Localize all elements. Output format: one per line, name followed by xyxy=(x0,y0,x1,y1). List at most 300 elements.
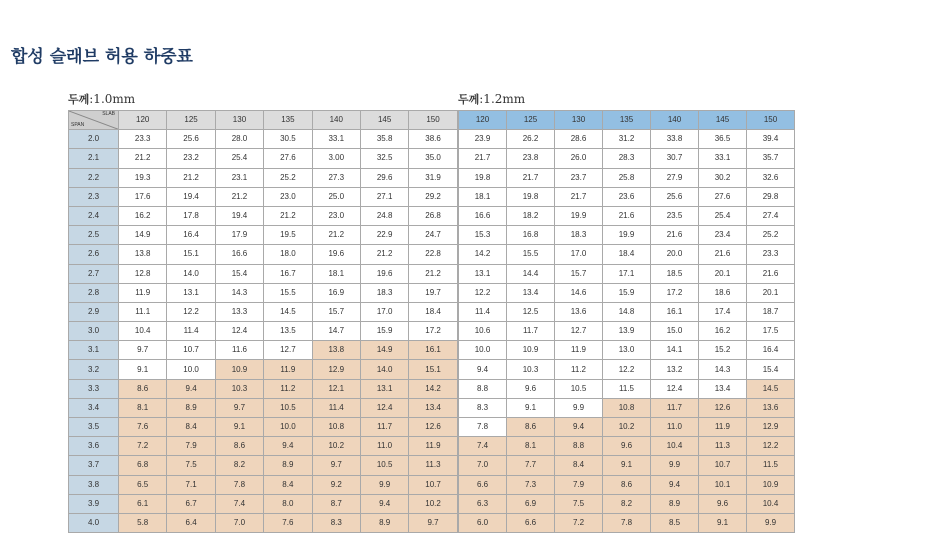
load-cell: 23.3 xyxy=(747,245,795,264)
load-cell: 8.6 xyxy=(119,379,167,398)
load-cell: 8.2 xyxy=(603,494,651,513)
load-cell: 12.2 xyxy=(167,302,215,321)
load-cell: 19.3 xyxy=(119,168,167,187)
load-cell: 13.4 xyxy=(507,283,555,302)
load-cell: 5.8 xyxy=(119,513,167,532)
load-cell: 11.9 xyxy=(409,437,457,456)
column-header: 130 xyxy=(555,111,603,130)
span-value: 3.7 xyxy=(69,456,119,475)
table-row xyxy=(459,168,795,187)
load-cell: 17.8 xyxy=(167,206,215,225)
load-cell: 28.6 xyxy=(555,130,603,149)
load-cell: 13.1 xyxy=(167,283,215,302)
load-cell: 21.2 xyxy=(215,187,263,206)
load-cell: 11.5 xyxy=(747,456,795,475)
load-cell: 27.3 xyxy=(312,168,360,187)
load-cell: 6.8 xyxy=(119,456,167,475)
load-cell: 9.1 xyxy=(507,398,555,417)
load-cell: 21.7 xyxy=(507,168,555,187)
load-cell: 7.3 xyxy=(507,475,555,494)
span-label: SPAN xyxy=(71,122,85,129)
thickness-caption-1 xyxy=(68,91,135,107)
table-row xyxy=(459,302,795,321)
load-cell: 23.5 xyxy=(651,206,699,225)
load-cell: 22.8 xyxy=(409,245,457,264)
load-cell: 7.5 xyxy=(167,456,215,475)
load-cell: 10.0 xyxy=(264,418,312,437)
load-cell: 9.9 xyxy=(747,513,795,532)
column-header: 135 xyxy=(603,111,651,130)
load-cell: 9.6 xyxy=(603,437,651,456)
load-cell: 10.4 xyxy=(747,494,795,513)
load-cell: 8.6 xyxy=(507,418,555,437)
load-cell: 15.5 xyxy=(264,283,312,302)
table-row xyxy=(459,283,795,302)
table-row xyxy=(459,187,795,206)
load-cell: 18.1 xyxy=(459,187,507,206)
span-value: 3.9 xyxy=(69,494,119,513)
load-cell: 14.5 xyxy=(747,379,795,398)
table-row xyxy=(69,475,458,494)
load-cell: 17.9 xyxy=(215,226,263,245)
load-cell: 6.0 xyxy=(459,513,507,532)
load-cell: 6.5 xyxy=(119,475,167,494)
load-cell: 17.5 xyxy=(747,322,795,341)
load-cell: 33.8 xyxy=(651,130,699,149)
column-header: 130 xyxy=(215,111,263,130)
load-cell: 25.2 xyxy=(747,226,795,245)
load-cell: 8.9 xyxy=(651,494,699,513)
table-row xyxy=(459,322,795,341)
load-cell: 6.4 xyxy=(167,513,215,532)
span-value: 4.0 xyxy=(69,513,119,532)
load-cell: 19.4 xyxy=(215,206,263,225)
load-cell: 18.0 xyxy=(264,245,312,264)
load-cell: 7.9 xyxy=(555,475,603,494)
load-cell: 7.8 xyxy=(215,475,263,494)
load-cell: 7.6 xyxy=(264,513,312,532)
table-row xyxy=(459,360,795,379)
load-cell: 14.2 xyxy=(459,245,507,264)
load-cell: 31.9 xyxy=(409,168,457,187)
load-cell: 11.1 xyxy=(119,302,167,321)
span-value: 2.1 xyxy=(69,149,119,168)
load-cell: 19.5 xyxy=(264,226,312,245)
load-cell: 33.1 xyxy=(312,130,360,149)
load-cell: 15.9 xyxy=(360,322,408,341)
load-cell: 18.2 xyxy=(507,206,555,225)
thickness-value: :1.0mm xyxy=(89,92,136,106)
column-header: 120 xyxy=(459,111,507,130)
load-cell: 27.1 xyxy=(360,187,408,206)
load-cell: 12.1 xyxy=(312,379,360,398)
load-cell: 8.5 xyxy=(651,513,699,532)
load-cell: 29.8 xyxy=(747,187,795,206)
load-cell: 20.1 xyxy=(747,283,795,302)
load-cell: 25.4 xyxy=(215,149,263,168)
load-cell: 13.1 xyxy=(459,264,507,283)
load-cell: 14.0 xyxy=(360,360,408,379)
table-row xyxy=(459,264,795,283)
table-row xyxy=(69,360,458,379)
load-cell: 21.2 xyxy=(119,149,167,168)
load-cell: 15.4 xyxy=(747,360,795,379)
load-cell: 10.2 xyxy=(312,437,360,456)
load-cell: 14.1 xyxy=(651,341,699,360)
load-cell: 11.2 xyxy=(555,360,603,379)
load-cell: 11.5 xyxy=(603,379,651,398)
load-cell: 19.4 xyxy=(167,187,215,206)
load-cell: 8.1 xyxy=(119,398,167,417)
load-cell: 9.7 xyxy=(119,341,167,360)
load-cell: 8.7 xyxy=(312,494,360,513)
load-cell: 29.6 xyxy=(360,168,408,187)
span-value: 2.8 xyxy=(69,283,119,302)
span-value: 3.0 xyxy=(69,322,119,341)
load-cell: 21.7 xyxy=(555,187,603,206)
table-row xyxy=(459,475,795,494)
load-cell: 8.6 xyxy=(215,437,263,456)
load-cell: 19.6 xyxy=(360,264,408,283)
load-cell: 6.1 xyxy=(119,494,167,513)
load-cell: 16.2 xyxy=(119,206,167,225)
table-row xyxy=(69,168,458,187)
load-cell: 27.9 xyxy=(651,168,699,187)
load-cell: 10.7 xyxy=(409,475,457,494)
table-row xyxy=(69,302,458,321)
load-cell: 18.3 xyxy=(360,283,408,302)
load-cell: 9.1 xyxy=(603,456,651,475)
load-cell: 22.9 xyxy=(360,226,408,245)
load-cell: 18.6 xyxy=(699,283,747,302)
load-cell: 28.0 xyxy=(215,130,263,149)
load-cell: 18.5 xyxy=(651,264,699,283)
load-cell: 32.6 xyxy=(747,168,795,187)
load-cell: 11.7 xyxy=(507,322,555,341)
load-cell: 20.0 xyxy=(651,245,699,264)
load-cell: 10.4 xyxy=(651,437,699,456)
load-cell: 18.4 xyxy=(409,302,457,321)
load-cell: 10.9 xyxy=(747,475,795,494)
load-cell: 15.1 xyxy=(167,245,215,264)
load-cell: 9.2 xyxy=(312,475,360,494)
load-cell: 9.4 xyxy=(555,418,603,437)
load-cell: 16.6 xyxy=(459,206,507,225)
load-cell: 9.4 xyxy=(360,494,408,513)
load-cell: 9.7 xyxy=(409,513,457,532)
load-cell: 13.8 xyxy=(119,245,167,264)
load-cell: 9.9 xyxy=(360,475,408,494)
load-cell: 24.7 xyxy=(409,226,457,245)
load-cell: 8.9 xyxy=(264,456,312,475)
span-value: 3.5 xyxy=(69,418,119,437)
load-cell: 15.2 xyxy=(699,341,747,360)
load-cell: 7.2 xyxy=(119,437,167,456)
load-cell: 10.8 xyxy=(603,398,651,417)
load-cell: 21.2 xyxy=(409,264,457,283)
load-cell: 21.7 xyxy=(459,149,507,168)
load-cell: 9.4 xyxy=(651,475,699,494)
load-cell: 21.2 xyxy=(312,226,360,245)
span-value: 3.6 xyxy=(69,437,119,456)
column-header: 140 xyxy=(651,111,699,130)
load-cell: 11.0 xyxy=(360,437,408,456)
load-cell: 8.9 xyxy=(360,513,408,532)
load-cell: 35.0 xyxy=(409,149,457,168)
thickness-caption-2 xyxy=(458,91,525,107)
load-cell: 12.4 xyxy=(360,398,408,417)
load-cell: 26.8 xyxy=(409,206,457,225)
load-cell: 14.3 xyxy=(699,360,747,379)
load-cell: 6.9 xyxy=(507,494,555,513)
load-cell: 10.2 xyxy=(603,418,651,437)
table-row xyxy=(69,341,458,360)
load-cell: 12.7 xyxy=(264,341,312,360)
load-cell: 10.0 xyxy=(459,341,507,360)
load-cell: 30.5 xyxy=(264,130,312,149)
table-row xyxy=(69,456,458,475)
load-cell: 15.3 xyxy=(459,226,507,245)
table-row xyxy=(459,398,795,417)
load-cell: 18.1 xyxy=(312,264,360,283)
load-cell: 8.3 xyxy=(312,513,360,532)
load-cell: 25.0 xyxy=(312,187,360,206)
load-cell: 11.3 xyxy=(699,437,747,456)
load-cell: 16.7 xyxy=(264,264,312,283)
load-cell: 14.7 xyxy=(312,322,360,341)
span-value: 2.5 xyxy=(69,226,119,245)
load-cell: 27.6 xyxy=(264,149,312,168)
load-cell: 6.3 xyxy=(459,494,507,513)
load-cell: 14.8 xyxy=(603,302,651,321)
load-cell: 39.4 xyxy=(747,130,795,149)
load-cell: 14.3 xyxy=(215,283,263,302)
load-cell: 9.9 xyxy=(651,456,699,475)
load-cell: 10.2 xyxy=(409,494,457,513)
load-cell: 14.0 xyxy=(167,264,215,283)
load-cell: 16.1 xyxy=(409,341,457,360)
column-header: 140 xyxy=(312,111,360,130)
table-row xyxy=(69,283,458,302)
load-cell: 11.6 xyxy=(215,341,263,360)
load-cell: 27.4 xyxy=(747,206,795,225)
load-cell: 13.4 xyxy=(409,398,457,417)
load-cell: 12.4 xyxy=(651,379,699,398)
load-cell: 13.2 xyxy=(651,360,699,379)
load-cell: 13.6 xyxy=(555,302,603,321)
table-row xyxy=(69,398,458,417)
load-cell: 10.1 xyxy=(699,475,747,494)
load-cell: 13.4 xyxy=(699,379,747,398)
load-cell: 35.8 xyxy=(360,130,408,149)
span-value: 2.4 xyxy=(69,206,119,225)
load-cell: 12.6 xyxy=(699,398,747,417)
load-cell: 26.0 xyxy=(555,149,603,168)
load-cell: 9.6 xyxy=(507,379,555,398)
thickness-value: :1.2mm xyxy=(479,92,526,106)
load-cell: 12.2 xyxy=(747,437,795,456)
load-cell: 8.4 xyxy=(555,456,603,475)
table-row xyxy=(459,130,795,149)
load-cell: 21.2 xyxy=(264,206,312,225)
load-cell: 23.2 xyxy=(167,149,215,168)
table-row xyxy=(459,245,795,264)
load-cell: 10.9 xyxy=(507,341,555,360)
column-header: 120 xyxy=(119,111,167,130)
load-cell: 9.1 xyxy=(215,418,263,437)
table-row xyxy=(459,418,795,437)
load-cell: 28.3 xyxy=(603,149,651,168)
corner-cell xyxy=(69,111,119,130)
load-cell: 7.8 xyxy=(603,513,651,532)
load-cell: 9.4 xyxy=(167,379,215,398)
thickness-label: 두께 xyxy=(68,93,90,106)
load-cell: 16.2 xyxy=(699,322,747,341)
load-cell: 8.9 xyxy=(167,398,215,417)
load-cell: 19.7 xyxy=(409,283,457,302)
load-cell: 8.0 xyxy=(264,494,312,513)
load-cell: 19.9 xyxy=(603,226,651,245)
load-cell: 23.7 xyxy=(555,168,603,187)
load-cell: 13.5 xyxy=(264,322,312,341)
load-cell: 15.4 xyxy=(215,264,263,283)
table-row xyxy=(69,226,458,245)
load-cell: 14.4 xyxy=(507,264,555,283)
load-cell: 11.4 xyxy=(459,302,507,321)
load-cell: 6.7 xyxy=(167,494,215,513)
column-header: 125 xyxy=(167,111,215,130)
load-cell: 19.9 xyxy=(555,206,603,225)
load-cell: 12.9 xyxy=(312,360,360,379)
table-row xyxy=(69,379,458,398)
load-cell: 25.4 xyxy=(699,206,747,225)
load-cell: 11.9 xyxy=(264,360,312,379)
load-cell: 8.8 xyxy=(555,437,603,456)
table-row xyxy=(459,494,795,513)
load-cell: 9.4 xyxy=(459,360,507,379)
load-cell: 23.8 xyxy=(507,149,555,168)
load-cell: 25.6 xyxy=(167,130,215,149)
load-cell: 10.4 xyxy=(119,322,167,341)
load-cell: 14.6 xyxy=(555,283,603,302)
table-row xyxy=(459,437,795,456)
table-row xyxy=(69,187,458,206)
load-cell: 7.8 xyxy=(459,418,507,437)
table-row xyxy=(69,494,458,513)
load-cell: 23.3 xyxy=(119,130,167,149)
load-cell: 10.5 xyxy=(264,398,312,417)
thickness-label: 두께 xyxy=(458,93,480,106)
load-cell: 21.6 xyxy=(603,206,651,225)
table-row xyxy=(69,245,458,264)
load-cell: 18.4 xyxy=(603,245,651,264)
load-cell: 18.7 xyxy=(747,302,795,321)
load-cell: 7.0 xyxy=(215,513,263,532)
load-cell: 21.6 xyxy=(651,226,699,245)
column-header: 125 xyxy=(507,111,555,130)
load-cell: 10.5 xyxy=(360,456,408,475)
load-cell: 17.6 xyxy=(119,187,167,206)
load-cell: 3.00 xyxy=(312,149,360,168)
load-cell: 11.3 xyxy=(409,456,457,475)
load-cell: 12.5 xyxy=(507,302,555,321)
header-row xyxy=(69,111,458,130)
load-cell: 16.1 xyxy=(651,302,699,321)
load-cell: 10.5 xyxy=(555,379,603,398)
load-cell: 11.4 xyxy=(312,398,360,417)
load-cell: 9.7 xyxy=(312,456,360,475)
table-row xyxy=(69,130,458,149)
table-row xyxy=(459,226,795,245)
load-cell: 11.7 xyxy=(651,398,699,417)
load-cell: 25.8 xyxy=(603,168,651,187)
load-cell: 15.0 xyxy=(651,322,699,341)
load-cell: 13.1 xyxy=(360,379,408,398)
load-cell: 7.9 xyxy=(167,437,215,456)
load-cell: 10.3 xyxy=(215,379,263,398)
load-cell: 11.9 xyxy=(699,418,747,437)
load-table-1.0mm xyxy=(68,110,458,533)
column-header: 150 xyxy=(747,111,795,130)
load-cell: 25.6 xyxy=(651,187,699,206)
load-cell: 11.0 xyxy=(651,418,699,437)
span-value: 2.9 xyxy=(69,302,119,321)
load-cell: 16.4 xyxy=(167,226,215,245)
load-cell: 13.0 xyxy=(603,341,651,360)
table-row xyxy=(459,206,795,225)
load-cell: 9.1 xyxy=(119,360,167,379)
load-cell: 8.8 xyxy=(459,379,507,398)
column-header: 145 xyxy=(699,111,747,130)
load-cell: 19.8 xyxy=(507,187,555,206)
table-row xyxy=(459,456,795,475)
span-value: 2.0 xyxy=(69,130,119,149)
load-cell: 15.7 xyxy=(555,264,603,283)
table-row xyxy=(459,379,795,398)
load-cell: 7.5 xyxy=(555,494,603,513)
load-cell: 12.9 xyxy=(747,418,795,437)
load-cell: 11.2 xyxy=(264,379,312,398)
load-cell: 10.9 xyxy=(215,360,263,379)
table-row xyxy=(69,418,458,437)
load-cell: 6.6 xyxy=(507,513,555,532)
span-value: 2.2 xyxy=(69,168,119,187)
load-cell: 38.6 xyxy=(409,130,457,149)
table-row xyxy=(69,206,458,225)
load-cell: 31.2 xyxy=(603,130,651,149)
span-value: 3.3 xyxy=(69,379,119,398)
load-cell: 10.3 xyxy=(507,360,555,379)
load-cell: 10.0 xyxy=(167,360,215,379)
load-cell: 7.0 xyxy=(459,456,507,475)
table-row xyxy=(459,149,795,168)
load-cell: 14.5 xyxy=(264,302,312,321)
load-cell: 13.9 xyxy=(603,322,651,341)
table-row xyxy=(69,264,458,283)
load-cell: 14.2 xyxy=(409,379,457,398)
span-value: 3.2 xyxy=(69,360,119,379)
load-cell: 17.0 xyxy=(555,245,603,264)
table-row xyxy=(69,437,458,456)
load-cell: 11.9 xyxy=(555,341,603,360)
load-cell: 8.4 xyxy=(264,475,312,494)
load-cell: 18.3 xyxy=(555,226,603,245)
load-cell: 21.2 xyxy=(360,245,408,264)
span-value: 3.8 xyxy=(69,475,119,494)
load-cell: 30.2 xyxy=(699,168,747,187)
load-cell: 12.7 xyxy=(555,322,603,341)
load-cell: 12.6 xyxy=(409,418,457,437)
